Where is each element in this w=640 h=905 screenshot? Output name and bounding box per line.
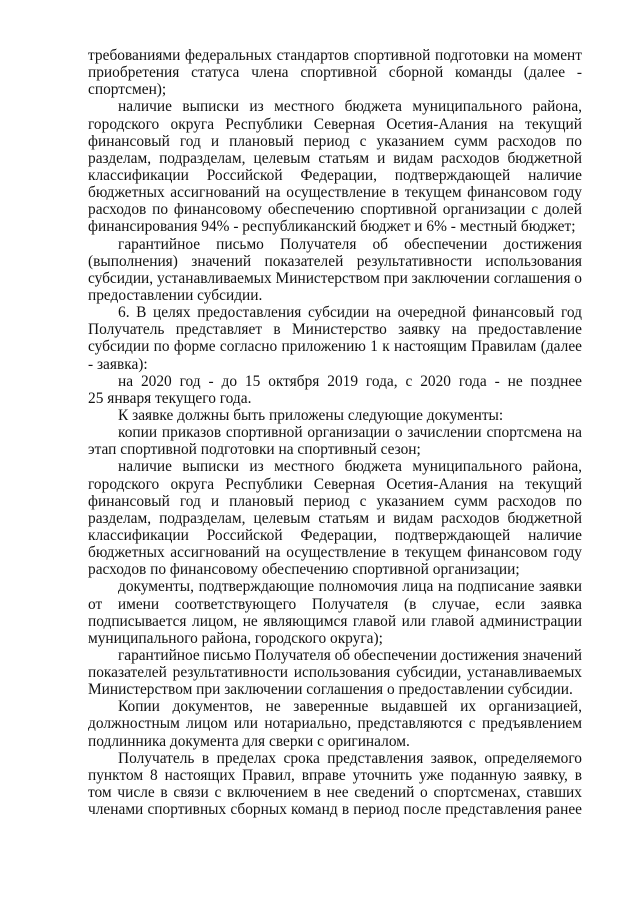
document-page — [88, 47, 582, 818]
text-line: наличие выписки из местного бюджета муниципального района, — [118, 98, 582, 116]
text-line: предоставлении субсидии. — [88, 286, 263, 304]
text-line: разделам, подразделам, целевым статьям и видам расходов бюджетной — [88, 149, 582, 167]
text-line: должностным лицом или нотариально, представляются с предъявлением — [88, 715, 582, 733]
text-line: этап спортивной подготовки на спортивный сезон; — [88, 441, 421, 459]
text-line: спортсмен); — [88, 81, 167, 99]
text-line: 25 января текущего года. — [88, 389, 252, 407]
text-line: членами спортивных сборных команд в период после представления ранее — [88, 801, 582, 819]
text-line: подписывается лицом, не являющимся главой или главой администрации — [88, 612, 582, 630]
text-line: разделам, подразделам, целевым статьям и видам расходов бюджетной — [88, 509, 582, 527]
paragraph — [88, 698, 582, 749]
text-line: копии приказов спортивной организации о зачислении спортсмена на — [118, 424, 582, 442]
text-line: приобретения статуса члена спортивной сборной команды (далее - — [88, 64, 582, 82]
text-line: бюджетных ассигнований на осуществление в текущем финансовом году — [88, 544, 582, 562]
text-line: городского округа Республики Северная Осетия-Алания на текущий — [88, 475, 582, 493]
text-line: показателей результативности использования субсидии, устанавливаемых — [88, 664, 582, 682]
text-line: финансовый год и плановый период с указанием сумм расходов по — [88, 492, 582, 510]
text-line: пунктом 8 настоящих Правил, вправе уточнить уже поданную заявку, в — [88, 766, 582, 784]
paragraph — [88, 424, 582, 458]
text-line: подлинника документа для сверки с оригиналом. — [88, 732, 410, 750]
text-line: К заявке должны быть приложены следующие документы: — [118, 406, 504, 424]
paragraph — [88, 373, 582, 407]
paragraph — [88, 458, 582, 578]
text-line: на 2020 год - до 15 октября 2019 года, с 2020 года - не позднее — [118, 372, 582, 390]
text-line: расходов по финансовому обеспечению спортивной организации; — [88, 561, 520, 579]
text-line: том числе в связи с включением в нее сведений о спортсменах, ставших — [88, 784, 582, 802]
text-line: (выполнения) значений показателей результативности использования — [88, 252, 582, 270]
text-line: документы, подтверждающие полномочия лица на подписание заявки — [118, 578, 582, 596]
paragraph — [88, 304, 582, 373]
text-line: 6. В целях предоставления субсидии на очередной финансовый год — [118, 304, 582, 322]
text-line: финансовый год и плановый период с указанием сумм расходов по — [88, 132, 582, 150]
text-line: классификации Российской Федерации, подтверждающей наличие — [88, 526, 582, 544]
text-line: городского округа Республики Северная Осетия-Алания на текущий — [88, 115, 582, 133]
text-line: муниципального района, городского округа); — [88, 629, 383, 647]
text-line: требованиями федеральных стандартов спортивной подготовки на момент — [88, 47, 582, 64]
paragraph — [88, 407, 582, 424]
text-line: гарантийное письмо Получателя об обеспечении достижения — [118, 235, 582, 253]
text-line: наличие выписки из местного бюджета муниципального района, — [118, 458, 582, 476]
text-line: финансирования 94% - республиканский бюджет и 6% - местный бюджет; — [88, 218, 576, 236]
paragraph — [88, 647, 582, 698]
paragraph — [88, 47, 582, 98]
text-line: гарантийное письмо Получателя об обеспечении достижения значений — [118, 646, 582, 664]
text-line: бюджетных ассигнований на осуществление в текущем финансовом году — [88, 184, 582, 202]
paragraph — [88, 98, 582, 235]
text-line: - заявка): — [88, 355, 148, 373]
text-line: субсидии по форме согласно приложению 1 к настоящим Правилам (далее — [88, 338, 582, 356]
paragraph — [88, 750, 582, 819]
text-line: Копии документов, не заверенные выдавшей их организацией, — [118, 698, 582, 716]
text-line: Получатель представляет в Министерство заявку на предоставление — [88, 321, 582, 339]
paragraph — [88, 236, 582, 305]
paragraph — [88, 578, 582, 647]
text-line: от имени соответствующего Получателя (в случае, если заявка — [88, 595, 582, 613]
text-line: расходов по финансовому обеспечению спортивной организации с долей — [88, 201, 582, 219]
text-line: субсидии, устанавливаемых Министерством при заключении соглашения о — [88, 269, 582, 287]
text-line: классификации Российской Федерации, подтверждающей наличие — [88, 166, 582, 184]
text-line: Министерством при заключении соглашения о предоставлении субсидии. — [88, 681, 573, 699]
text-line: Получатель в пределах срока представления заявок, определяемого — [118, 749, 582, 767]
